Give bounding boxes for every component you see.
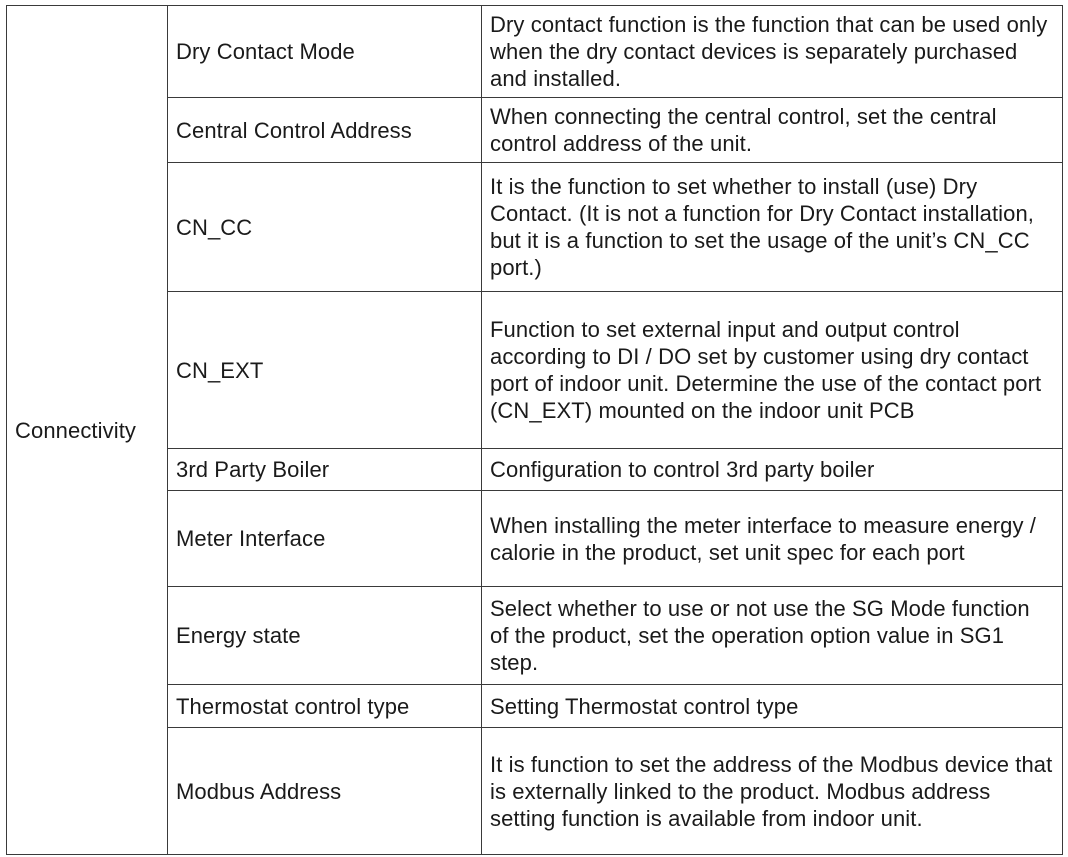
function-name-cell: Central Control Address: [168, 98, 482, 163]
function-name-cell: Modbus Address: [168, 728, 482, 855]
function-name-cell: CN_EXT: [168, 292, 482, 449]
function-description-cell: It is the function to set whether to install (use) Dry Contact. (It is not a function for Dry Contact installation, but it is a function to set the usage of the unit’s CN_CC port.): [482, 163, 1063, 292]
function-description-cell: When connecting the central control, set the central control address of the unit.: [482, 98, 1063, 163]
function-description-cell: When installing the meter interface to measure energy / calorie in the product, set unit spec for each port: [482, 491, 1063, 587]
function-description-cell: It is function to set the address of the Modbus device that is externally linked to the product. Modbus address setting function is available from indoor unit.: [482, 728, 1063, 855]
function-name-cell: Energy state: [168, 587, 482, 685]
function-description-cell: Setting Thermostat control type: [482, 685, 1063, 728]
function-description-cell: Configuration to control 3rd party boiler: [482, 449, 1063, 491]
function-description-cell: Select whether to use or not use the SG Mode function of the product, set the operation option value in SG1 step.: [482, 587, 1063, 685]
function-table: [6, 5, 1063, 855]
function-description-cell: Dry contact function is the function that can be used only when the dry contact devices is separately purchased and installed.: [482, 6, 1063, 98]
function-name-cell: CN_CC: [168, 163, 482, 292]
table-row: [7, 6, 1063, 98]
category-cell: Connectivity: [7, 6, 168, 855]
function-name-cell: Thermostat control type: [168, 685, 482, 728]
function-name-cell: Dry Contact Mode: [168, 6, 482, 98]
function-description-cell: Function to set external input and output control according to DI / DO set by customer using dry contact port of indoor unit. Determine the use of the contact port (CN_EXT) mounted on the indoor unit PCB: [482, 292, 1063, 449]
function-name-cell: Meter Interface: [168, 491, 482, 587]
function-name-cell: 3rd Party Boiler: [168, 449, 482, 491]
